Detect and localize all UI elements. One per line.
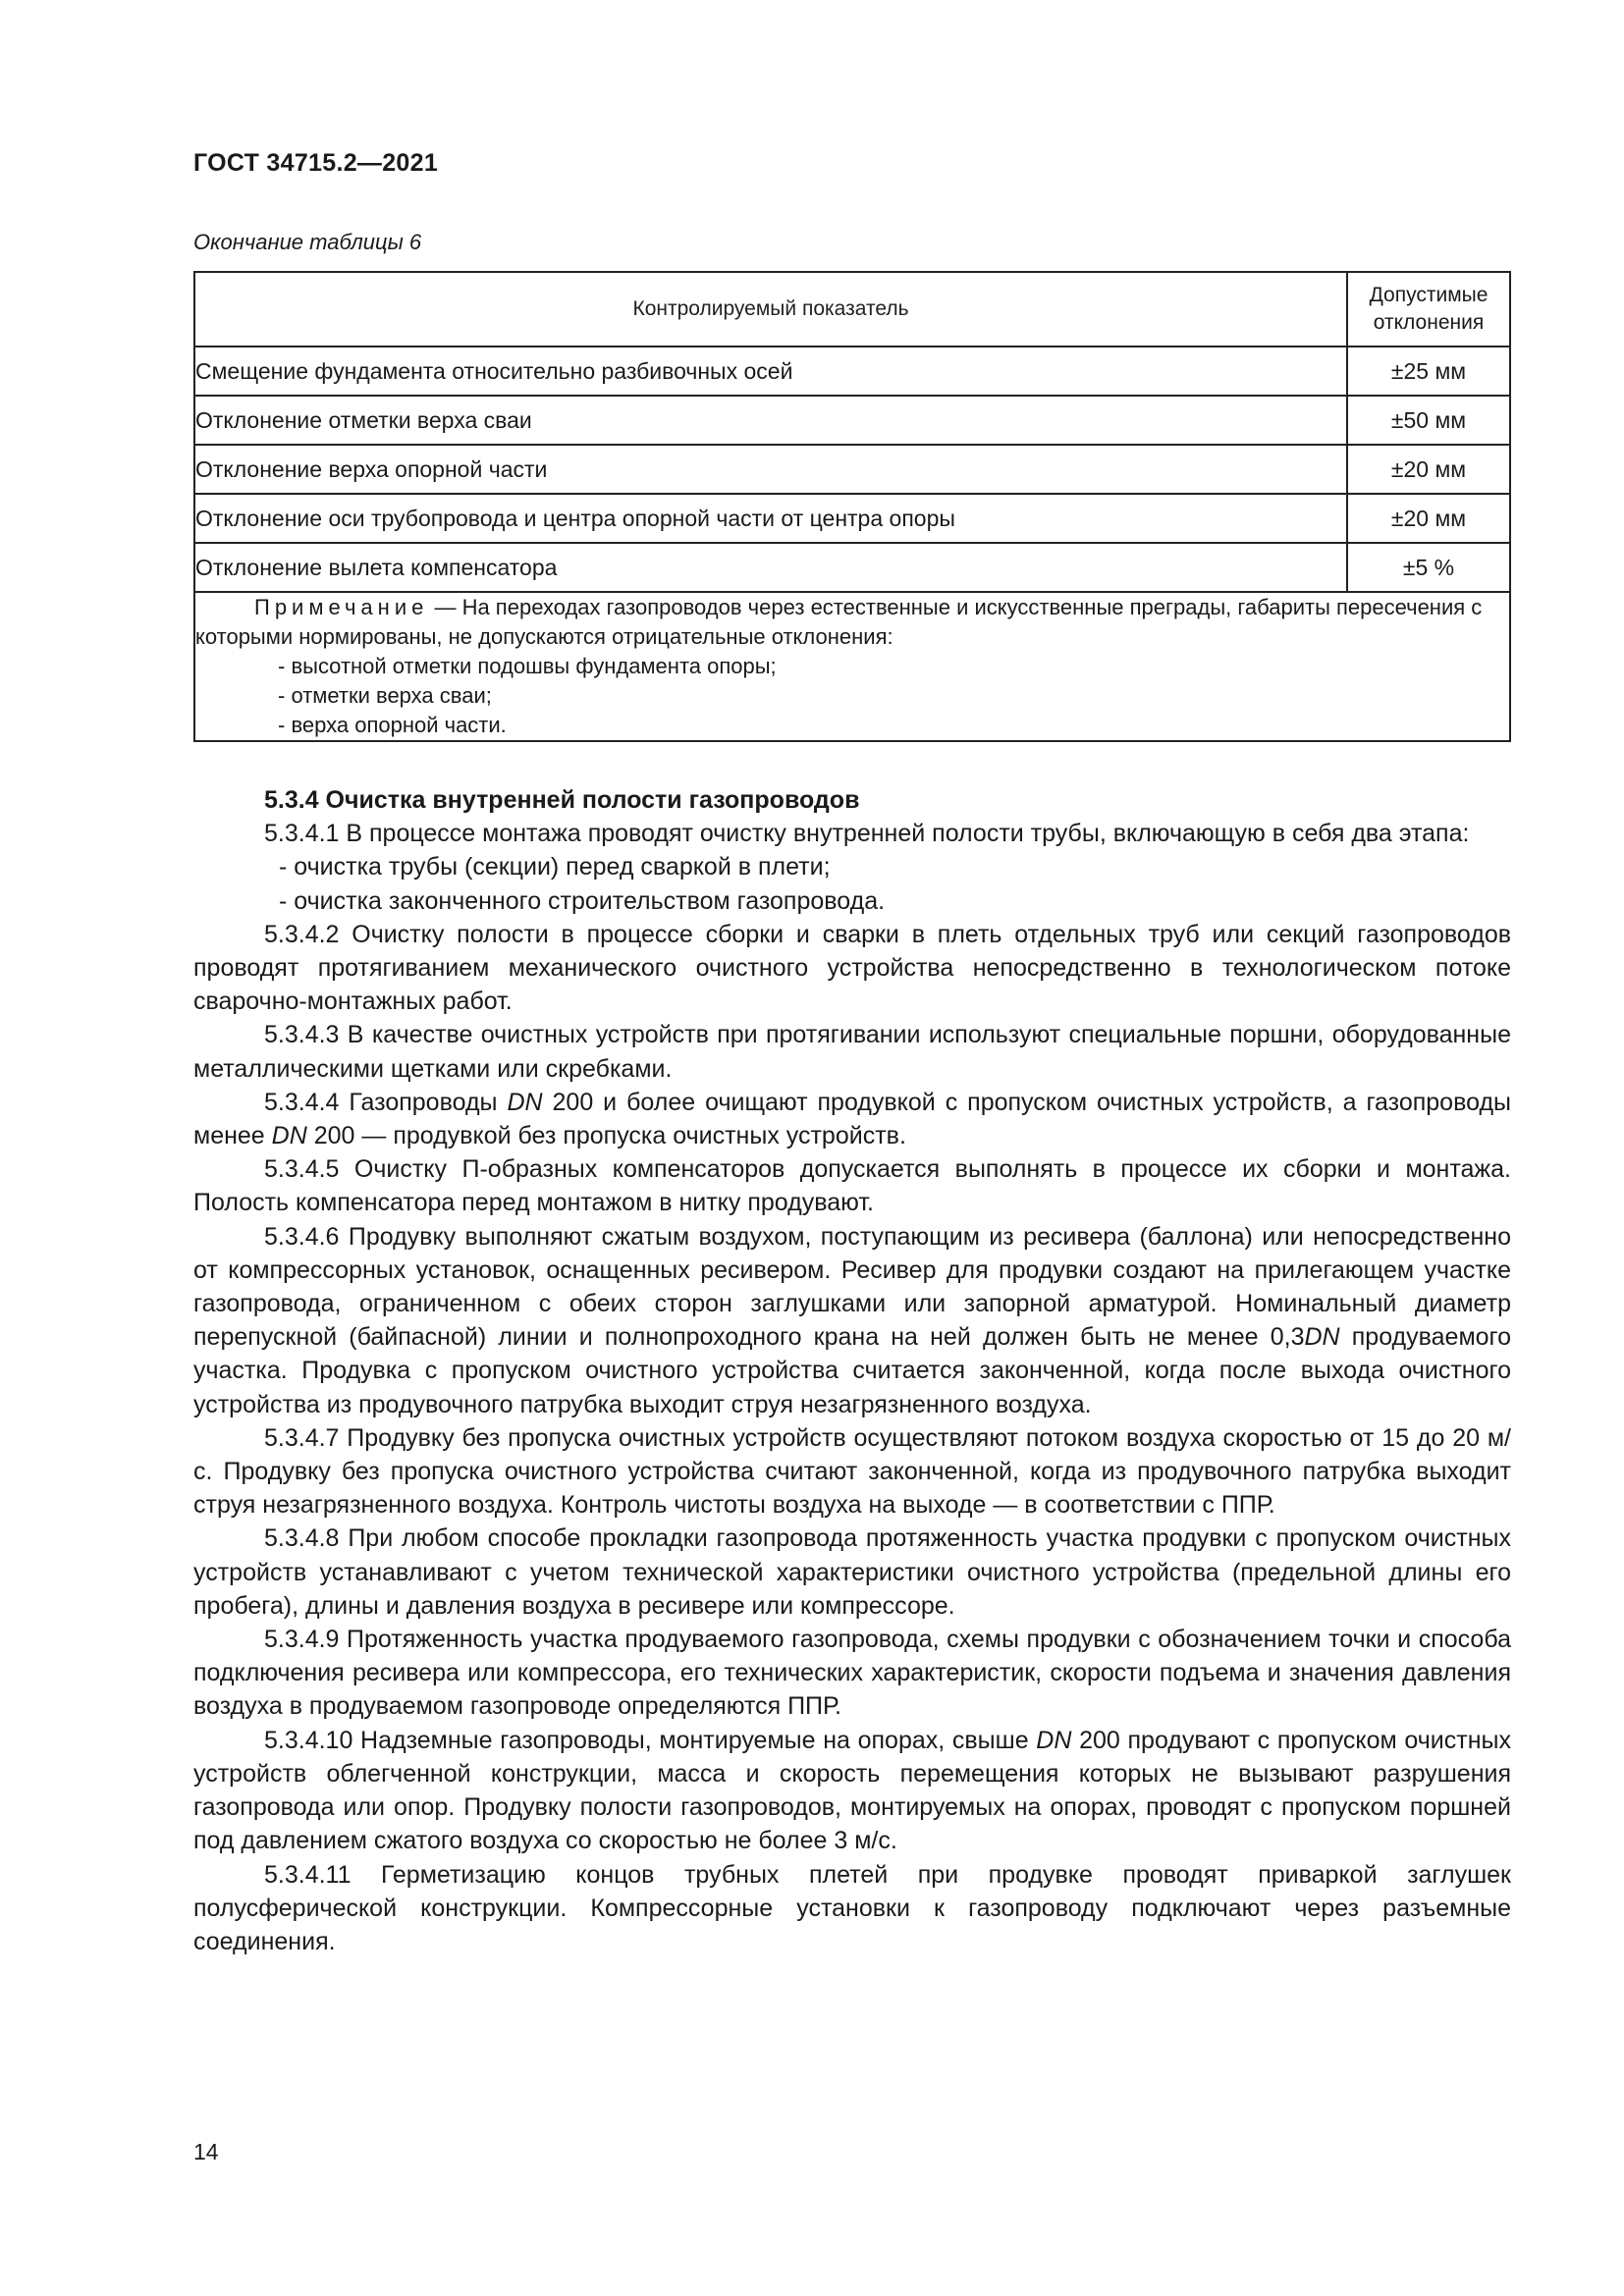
paragraph-5-3-4-7: 5.3.4.7 Продувку без пропуска очистных устройств осуществляют потоком воздуха скоростью от 15 до 20 м/с. Продувку без пропуска очистного устройства считают законченной, когда из продувочного патрубка выходит струя незагрязненного воздуха. Контроль чистоты воздуха на выходе — в соответствии с ППР. xyxy=(193,1423,1511,1520)
table-row xyxy=(194,396,1510,445)
parameter-cell: Смещение фундамента относительно разбивочных осей xyxy=(194,347,1347,396)
paragraph-5-3-4-10: 5.3.4.10 Надземные газопроводы, монтируемые на опорах, свыше DN 200 продувают с пропуском очистных устройств облегченной конструкции, масса и скорость перемещения которых не вызывают разрушения газопровода или опор. Продувку полости газопроводов, монтируемых на опорах, проводят с пропуском поршней под давлением сжатого воздуха со скоростью не более 3 м/с. xyxy=(193,1726,1511,1855)
table-header-row xyxy=(194,272,1510,347)
note-text xyxy=(195,593,1509,652)
section-heading: 5.3.4 Очистка внутренней полости газопроводов xyxy=(264,786,860,814)
list-item: - очистка законченного строительством газопровода. xyxy=(279,886,886,915)
paragraph-5-3-4-6: 5.3.4.6 Продувку выполняют сжатым воздухом, поступающим из ресивера (баллона) или непосредственно от компрессорных установок, оснащенных ресивером. Ресивер для продувки создают на прилегающем участке газопровода, ограниченном с обеих сторон заглушками или запорной арматурой. Номинальный диаметр перепускной (байпасной) линии и полнопроходного крана на ней должен быть не менее 0,3DN продуваемого участка. Продувка с пропуском очистного устройства считается законченной, когда после выхода очистного устройства из продувочного патрубка выходит струя незагрязненного воздуха. xyxy=(193,1222,1512,1418)
note-label: Примечание xyxy=(254,595,429,619)
paragraph-5-3-4-5: 5.3.4.5 Очистку П-образных компенсаторов допускается выполнять в процессе их сборки и монтажа. Полость компенсатора перед монтажом в нитку продувают. xyxy=(193,1155,1511,1217)
tolerance-cell: ±5 % xyxy=(1347,543,1510,592)
tolerance-cell: ±50 мм xyxy=(1347,396,1510,445)
paragraph-5-3-4-1: 5.3.4.1 В процессе монтажа проводят очистку внутренней полости трубы, включающую в себя два этапа: xyxy=(264,820,1470,848)
table-row xyxy=(194,494,1510,543)
note-item: - верха опорной части. xyxy=(278,713,507,737)
table-caption: Окончание таблицы 6 xyxy=(193,230,422,254)
tolerance-cell: ±20 мм xyxy=(1347,494,1510,543)
page-number: 14 xyxy=(193,2139,219,2164)
parameter-cell: Отклонение вылета компенсатора xyxy=(194,543,1347,592)
note-body: — На переходах газопроводов через естественные и искусственные преграды, габариты пересечения с которыми нормированы, не допускаются отрицательные отклонения: xyxy=(195,595,1483,649)
section-body xyxy=(193,783,1511,1958)
tolerance-cell: ±20 мм xyxy=(1347,445,1510,494)
column-header-tolerance: Допустимые отклонения xyxy=(1347,272,1510,347)
parameter-cell: Отклонение оси трубопровода и центра опорной части от центра опоры xyxy=(194,494,1347,543)
paragraph-5-3-4-8: 5.3.4.8 При любом способе прокладки газопровода протяженность участка продувки с пропуском очистных устройств устанавливают с учетом технической характеристики очистного устройства (предельной длины его пробега), длины и давления воздуха в ресивере или компрессоре. xyxy=(193,1524,1511,1620)
column-header-parameter: Контролируемый показатель xyxy=(194,272,1347,347)
table-row xyxy=(194,347,1510,396)
paragraph-5-3-4-11: 5.3.4.11 Герметизацию концов трубных плетей при продувке проводят приваркой заглушек полусферической конструкции. Компрессорные установки к газопроводу подключают через разъемные соединения. xyxy=(193,1860,1511,1955)
tolerance-cell: ±25 мм xyxy=(1347,347,1510,396)
document-header: ГОСТ 34715.2—2021 xyxy=(193,149,439,177)
table-row xyxy=(194,445,1510,494)
deviation-table xyxy=(193,271,1511,742)
table-note-row xyxy=(194,592,1510,741)
list-item: - очистка трубы (секции) перед сваркой в плети; xyxy=(279,853,831,881)
table-row xyxy=(194,543,1510,592)
paragraph-5-3-4-3: 5.3.4.3 В качестве очистных устройств при протягивании используют специальные поршни, оборудованные металлическими щетками или скребками. xyxy=(193,1021,1511,1083)
paragraph-5-3-4-4: 5.3.4.4 Газопроводы DN 200 и более очищают продувкой с пропуском очистных устройств, а газопроводы менее DN 200 — продувкой без пропуска очистных устройств. xyxy=(193,1088,1511,1150)
note-item: - высотной отметки подошвы фундамента опоры; xyxy=(278,654,777,678)
parameter-cell: Отклонение отметки верха сваи xyxy=(194,396,1347,445)
paragraph-5-3-4-2: 5.3.4.2 Очистку полости в процессе сборки и сварки в плеть отдельных труб или секций газопроводов проводят протягиванием механического очистного устройства непосредственно в технологическом потоке сварочно-монтажных работ. xyxy=(193,920,1511,1016)
table-note xyxy=(194,592,1510,741)
parameter-cell: Отклонение верха опорной части xyxy=(194,445,1347,494)
paragraph-5-3-4-9: 5.3.4.9 Протяженность участка продуваемого газопровода, схемы продувки с обозначением точки и способа подключения ресивера или компрессора, его технических характеристик, скорости подъема и значения давления воздуха в продуваемом газопроводе определяются ППР. xyxy=(193,1626,1511,1721)
note-item: - отметки верха сваи; xyxy=(278,683,492,708)
